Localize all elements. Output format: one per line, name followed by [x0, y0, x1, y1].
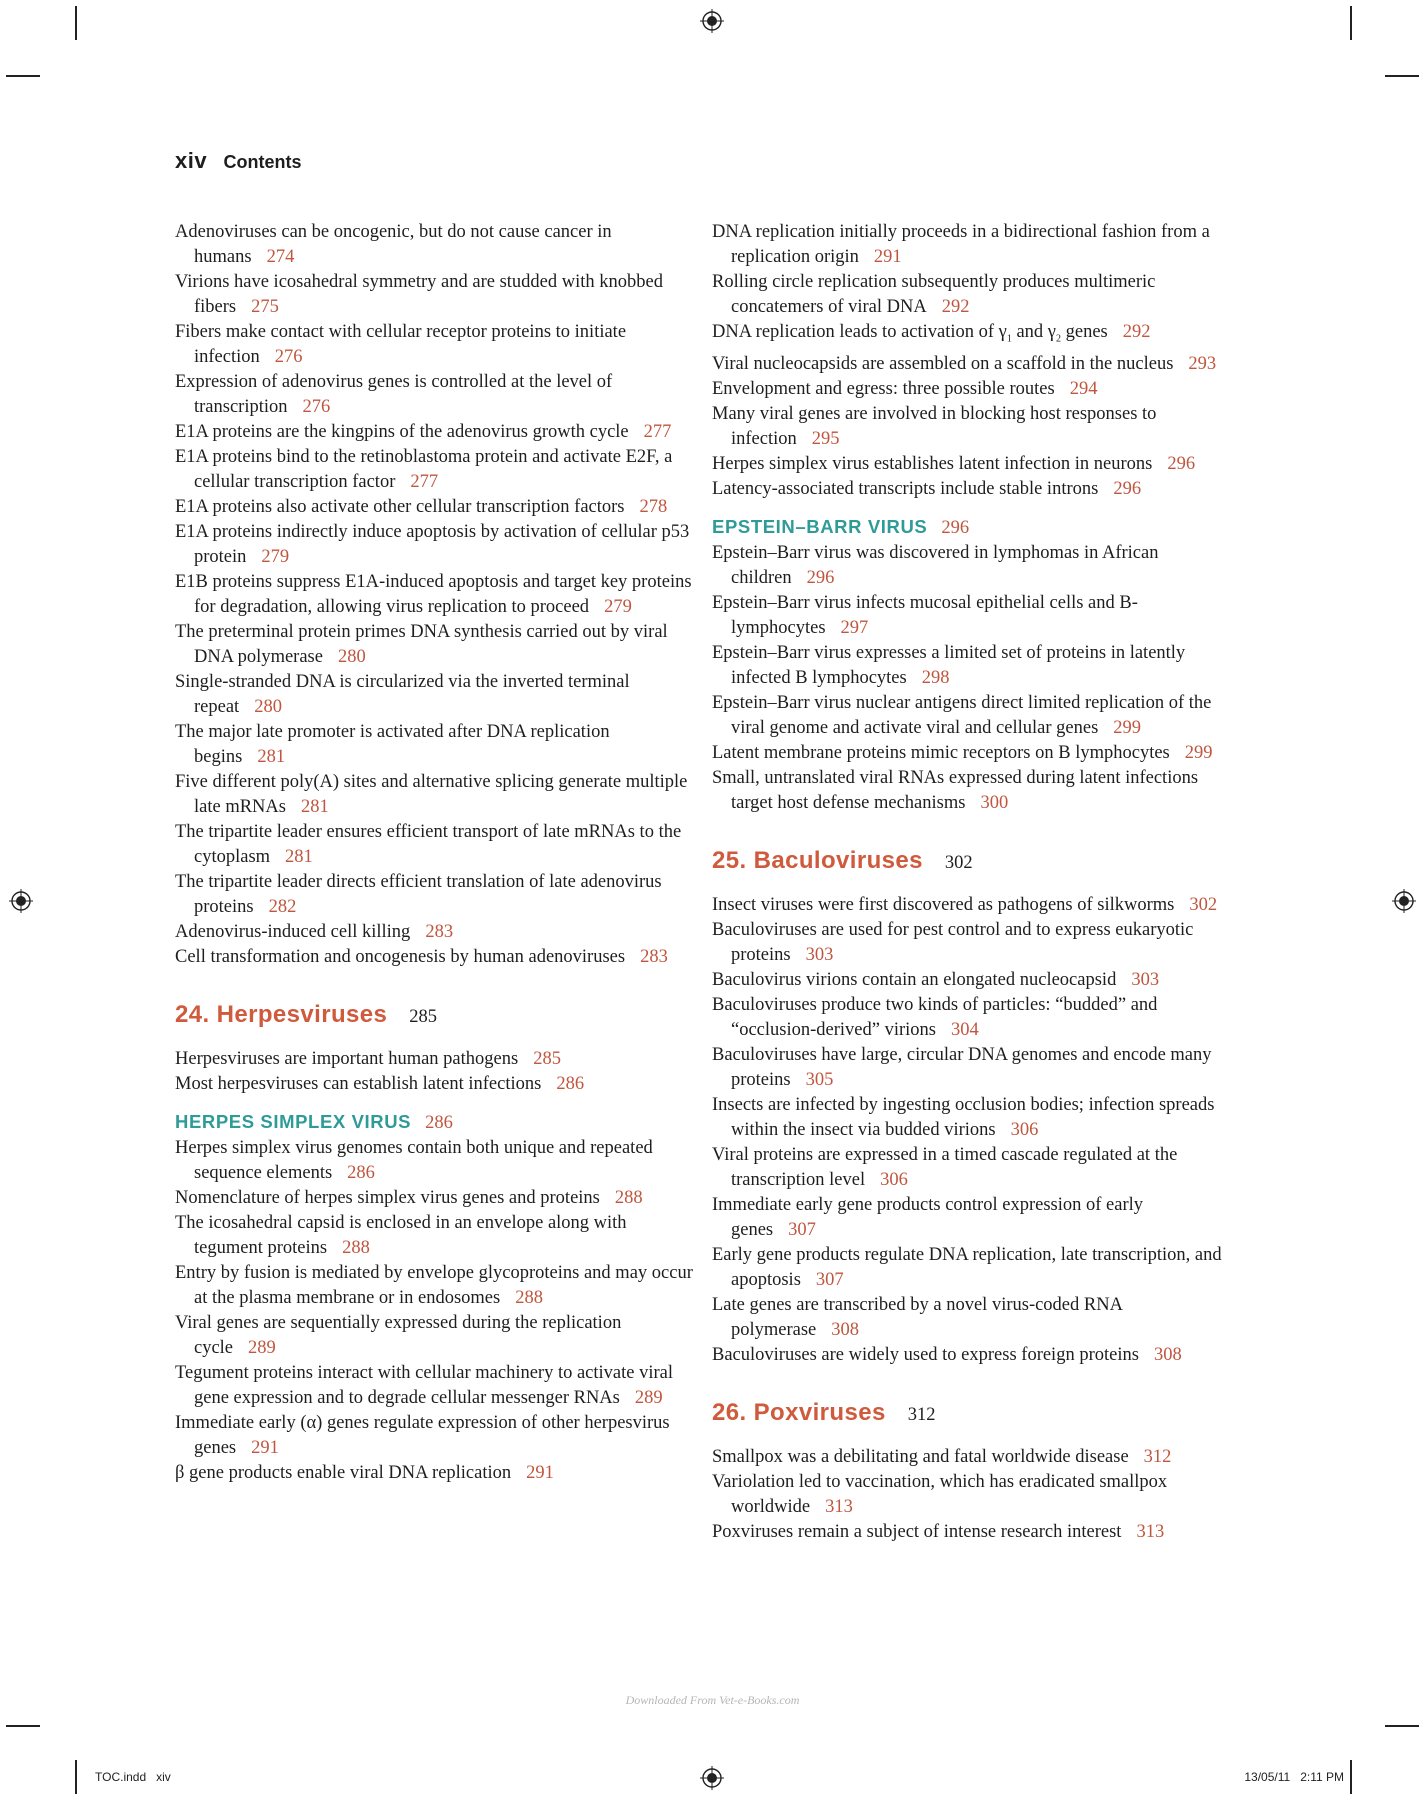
entry-page: 288 [342, 1238, 370, 1258]
toc-entry [175, 1311, 695, 1361]
entry-page: 292 [1122, 322, 1151, 342]
entry-text: Single-stranded DNA is circularized via the inverted terminal repeat [175, 672, 630, 717]
entry-text: Immediate early (α) genes regulate expression of other herpesvirus genes [175, 1413, 670, 1458]
toc-entry-list [175, 220, 695, 970]
toc-entry [175, 270, 695, 320]
entry-text: Small, untranslated viral RNAs expressed during latent infections target host defense mechanisms [712, 767, 1199, 813]
entry-text: Baculoviruses are used for pest control and to express eukaryotic proteins [712, 919, 1194, 965]
chapter-heading-25 [712, 844, 1232, 881]
entry-page: 279 [261, 547, 290, 567]
entry-page: 304 [950, 1019, 979, 1040]
entry-page: 297 [840, 617, 869, 638]
entry-page: 302 [1189, 894, 1218, 915]
toc-entry [712, 320, 1232, 352]
entry-page: 288 [515, 1288, 543, 1308]
toc-entry [712, 1093, 1232, 1143]
entry-page: 276 [302, 397, 331, 417]
section-page: 296 [941, 517, 970, 538]
section-heading-herpes-simplex [175, 1109, 695, 1136]
entry-page: 275 [251, 297, 279, 317]
toc-entry [175, 720, 695, 770]
toc-entry [712, 402, 1232, 452]
toc-entry [175, 1361, 695, 1411]
toc-entry-list [712, 541, 1232, 816]
entry-text: Fibers make contact with cellular receptor proteins to initiate infection [175, 322, 627, 367]
entry-page: 285 [533, 1049, 561, 1069]
entry-text: β gene products enable viral DNA replication [175, 1463, 512, 1483]
crop-mark-icon [1385, 1725, 1419, 1727]
toc-entry [712, 1343, 1232, 1368]
toc-entry [175, 670, 695, 720]
registration-mark-icon [700, 1766, 724, 1790]
crop-mark-icon [75, 6, 77, 40]
toc-entry [175, 320, 695, 370]
entry-page: 307 [788, 1219, 816, 1240]
entry-text: Herpes simplex virus genomes contain both unique and repeated sequence elements [175, 1138, 653, 1183]
crop-mark-icon [75, 1760, 77, 1794]
entry-page: 306 [1010, 1119, 1039, 1140]
entry-page: 276 [274, 347, 303, 367]
entry-page: 291 [251, 1438, 279, 1458]
entry-text: DNA replication initially proceeds in a bidirectional fashion from a replication origin [712, 222, 1210, 267]
entry-text: Cell transformation and oncogenesis by human adenoviruses [175, 947, 626, 967]
toc-entry [175, 1072, 695, 1097]
chapter-title: 26. Poxviruses [712, 1398, 886, 1426]
entry-text: The tripartite leader ensures efficient transport of late mRNAs to the cytoplasm [175, 822, 682, 867]
toc-entry [175, 570, 695, 620]
toc-entry [712, 377, 1232, 402]
entry-text: E1A proteins are the kingpins of the adenovirus growth cycle [175, 422, 629, 442]
chapter-heading-26 [712, 1396, 1232, 1433]
toc-entry-list [175, 1047, 695, 1097]
entry-text: Epstein–Barr virus nuclear antigens direct limited replication of the viral genome and activate viral and cellular genes [712, 692, 1212, 738]
entry-text: Entry by fusion is mediated by envelope glycoproteins and may occur at the plasma membrane or in endosomes [175, 1263, 693, 1308]
crop-mark-icon [1350, 1760, 1352, 1794]
entry-text: Rolling circle replication subsequently produces multimeric concatemers of viral DNA [712, 272, 1156, 317]
toc-entry [712, 893, 1232, 918]
entry-page: 306 [880, 1169, 908, 1190]
entry-text: Herpesviruses are important human pathogens [175, 1049, 519, 1069]
entry-page: 281 [300, 797, 329, 817]
entry-page: 294 [1069, 378, 1098, 399]
entry-page: 307 [815, 1269, 844, 1290]
running-header [175, 148, 302, 174]
entry-page: 308 [831, 1319, 860, 1340]
entry-text: Poxviruses remain a subject of intense research interest [712, 1521, 1122, 1542]
registration-mark-icon [9, 889, 33, 913]
toc-entry [175, 1136, 695, 1186]
toc-entry [712, 691, 1232, 741]
crop-mark-icon [1385, 75, 1419, 77]
section-title: HERPES SIMPLEX VIRUS [175, 1111, 412, 1132]
entry-page: 291 [526, 1463, 554, 1483]
entry-text: E1A proteins also activate other cellular transcription factors [175, 497, 625, 517]
entry-text: Early gene products regulate DNA replication, late transcription, and apoptosis [712, 1244, 1222, 1290]
entry-page: 313 [825, 1496, 853, 1517]
entry-text: Baculoviruses produce two kinds of particles: “budded” and “occlusion-derived” virions [712, 994, 1158, 1040]
toc-entry [712, 1293, 1232, 1343]
entry-page: 313 [1136, 1521, 1165, 1542]
entry-text: Baculovirus virions contain an elongated nucleocapsid [712, 969, 1117, 990]
entry-page: 277 [410, 472, 439, 492]
registration-mark-icon [700, 9, 724, 33]
toc-entry-list [175, 1136, 695, 1486]
entry-text: Insect viruses were first discovered as pathogens of silkworms [712, 894, 1175, 915]
toc-entry [175, 495, 695, 520]
entry-page: 299 [1113, 717, 1142, 738]
entry-text: Latency-associated transcripts include stable introns [712, 478, 1099, 499]
toc-entry [175, 1461, 695, 1486]
toc-entry [712, 1243, 1232, 1293]
entry-page: 305 [805, 1069, 834, 1090]
toc-entry-list [712, 220, 1232, 320]
entry-text: Epstein–Barr virus was discovered in lymphomas in African children [712, 542, 1159, 588]
chapter-page: 312 [907, 1404, 936, 1425]
entry-page: 300 [980, 792, 1009, 813]
entry-subscript: 1 [1006, 333, 1012, 345]
entry-page: 278 [639, 497, 668, 517]
entry-page: 292 [941, 297, 970, 317]
entry-text: Tegument proteins interact with cellular machinery to activate viral gene expression and to degrade cellular messenger RNAs [175, 1363, 674, 1408]
entry-text: Late genes are transcribed by a novel virus-coded RNA polymerase [712, 1294, 1122, 1340]
entry-text: Virions have icosahedral symmetry and are studded with knobbed fibers [175, 272, 663, 317]
toc-entry [712, 1520, 1232, 1545]
toc-entry [712, 641, 1232, 691]
toc-entry-list [712, 893, 1232, 1368]
entry-page: 283 [640, 947, 668, 967]
section-title: EPSTEIN–BARR VIRUS [712, 515, 928, 537]
toc-entry [175, 870, 695, 920]
entry-text: Baculoviruses are widely used to express foreign proteins [712, 1344, 1139, 1365]
section-heading-epstein-barr [712, 514, 1232, 541]
entry-text: Baculoviruses have large, circular DNA genomes and encode many proteins [712, 1044, 1212, 1090]
chapter-title: 24. Herpesviruses [175, 1001, 388, 1028]
toc-entry [712, 220, 1232, 270]
entry-text: Immediate early gene products control expression of early genes [712, 1194, 1143, 1240]
entry-page: 296 [1113, 478, 1142, 499]
entry-page: 296 [806, 567, 835, 588]
entry-page: 280 [337, 647, 366, 667]
chapter-heading-24 [175, 998, 695, 1035]
toc-entry-list [712, 352, 1232, 502]
toc-entry [175, 445, 695, 495]
entry-text: Nomenclature of herpes simplex virus genes and proteins [175, 1188, 600, 1208]
chapter-page: 302 [944, 852, 973, 873]
toc-entry [712, 1193, 1232, 1243]
entry-page: 312 [1143, 1446, 1172, 1467]
entry-text: The preterminal protein primes DNA synthesis carried out by viral DNA polymerase [175, 622, 668, 667]
toc-entry [175, 945, 695, 970]
entry-page: 308 [1153, 1344, 1182, 1365]
toc-entry [175, 1211, 695, 1261]
entry-text: The major late promoter is activated after DNA replication begins [175, 722, 610, 767]
entry-text: Most herpesviruses can establish latent infections [175, 1074, 542, 1094]
entry-page: 293 [1188, 353, 1217, 374]
toc-entry [175, 920, 695, 945]
watermark: Downloaded From Vet-e-Books.com [625, 1693, 800, 1707]
toc-entry [175, 220, 695, 270]
entry-page: 289 [248, 1338, 276, 1358]
entry-page: 291 [873, 247, 902, 267]
toc-entry [175, 1261, 695, 1311]
entry-page: 283 [425, 922, 454, 942]
entry-page: 282 [268, 897, 297, 917]
entry-text: DNA replication leads to activation of γ [712, 322, 1007, 342]
entry-text: Smallpox was a debilitating and fatal worldwide disease [712, 1446, 1129, 1467]
toc-entry [712, 477, 1232, 502]
entry-page: 289 [634, 1388, 663, 1408]
entry-text: Epstein–Barr virus expresses a limited set of proteins in latently infected B lymphocytes [712, 642, 1186, 688]
toc-entry [712, 1470, 1232, 1520]
entry-text: Envelopment and egress: three possible routes [712, 378, 1055, 399]
page-title: Contents [223, 152, 302, 172]
entry-page: 286 [347, 1163, 375, 1183]
toc-entry [175, 1411, 695, 1461]
entry-text: E1B proteins suppress E1A-induced apoptosis and target key proteins for degradation, allowing virus replication to proceed [175, 572, 692, 617]
toc-entry [175, 1047, 695, 1072]
toc-entry [175, 770, 695, 820]
footer-file-slug: TOC.indd xiv [95, 1770, 171, 1784]
crop-mark-icon [1350, 6, 1352, 40]
entry-page: 303 [805, 944, 834, 965]
entry-page: 281 [285, 847, 313, 867]
entry-page: 277 [643, 422, 672, 442]
entry-page: 303 [1131, 969, 1160, 990]
toc-entry [712, 591, 1232, 641]
toc-entry [712, 741, 1232, 766]
toc-entry [712, 541, 1232, 591]
toc-entry [712, 993, 1232, 1043]
entry-text: Viral genes are sequentially expressed during the replication cycle [175, 1313, 622, 1358]
entry-text: The icosahedral capsid is enclosed in an envelope along with tegument proteins [175, 1213, 627, 1258]
entry-subscript: 2 [1055, 333, 1061, 345]
toc-entry [175, 820, 695, 870]
entry-text: Adenoviruses can be oncogenic, but do not cause cancer in humans [175, 222, 612, 267]
entry-page: 286 [556, 1074, 585, 1094]
entry-text: Latent membrane proteins mimic receptors on B lymphocytes [712, 742, 1170, 763]
chapter-page: 285 [409, 1007, 438, 1027]
toc-entry [175, 370, 695, 420]
toc-entry [712, 1445, 1232, 1470]
footer-date-slug: 13/05/11 2:11 PM [1244, 1770, 1344, 1784]
crop-mark-icon [6, 75, 40, 77]
toc-entry [712, 352, 1232, 377]
toc-entry [712, 766, 1232, 816]
chapter-title: 25. Baculoviruses [712, 846, 923, 874]
entry-text: and γ [1011, 322, 1056, 342]
toc-right-column [712, 220, 1232, 1545]
entry-text: Expression of adenovirus genes is controlled at the level of transcription [175, 372, 613, 417]
entry-page: 296 [1167, 453, 1196, 474]
entry-text: Five different poly(A) sites and alternative splicing generate multiple late mRNAs [175, 772, 688, 817]
entry-text: genes [1060, 322, 1108, 342]
toc-entry [712, 1043, 1232, 1093]
toc-entry-list [712, 1445, 1232, 1545]
entry-text: E1A proteins indirectly induce apoptosis by activation of cellular p53 protein [175, 522, 690, 567]
entry-page: 279 [604, 597, 632, 617]
crop-mark-icon [6, 1725, 40, 1727]
entry-text: Viral nucleocapsids are assembled on a scaffold in the nucleus [712, 353, 1174, 374]
entry-text: Epstein–Barr virus infects mucosal epithelial cells and B-lymphocytes [712, 592, 1138, 638]
registration-mark-icon [1392, 889, 1416, 913]
entry-text: Viral proteins are expressed in a timed cascade regulated at the transcription level [712, 1144, 1178, 1190]
section-page: 286 [425, 1113, 453, 1133]
entry-page: 299 [1184, 742, 1213, 763]
entry-text: Herpes simplex virus establishes latent infection in neurons [712, 453, 1153, 474]
toc-entry [175, 520, 695, 570]
toc-left-column [175, 220, 695, 1486]
toc-entry [175, 420, 695, 445]
entry-page: 280 [254, 697, 282, 717]
entry-text: Many viral genes are involved in blocking host responses to infection [712, 403, 1157, 449]
toc-entry [712, 968, 1232, 993]
entry-text: Variolation led to vaccination, which has eradicated smallpox worldwide [712, 1471, 1168, 1517]
page-number: xiv [175, 148, 208, 173]
toc-entry [175, 620, 695, 670]
entry-page: 281 [257, 747, 286, 767]
entry-page: 298 [921, 667, 950, 688]
toc-entry [712, 918, 1232, 968]
entry-page: 274 [266, 247, 295, 267]
toc-entry [712, 1143, 1232, 1193]
entry-page: 288 [614, 1188, 643, 1208]
toc-entry [712, 270, 1232, 320]
entry-page: 295 [811, 428, 840, 449]
entry-text: E1A proteins bind to the retinoblastoma protein and activate E2F, a cellular transcription factor [175, 447, 673, 492]
toc-entry [175, 1186, 695, 1211]
entry-text: Adenovirus-induced cell killing [175, 922, 411, 942]
entry-text: The tripartite leader directs efficient translation of late adenovirus proteins [175, 872, 662, 917]
entry-text: Insects are infected by ingesting occlusion bodies; infection spreads within the insect via budded virions [712, 1094, 1215, 1140]
toc-entry [712, 452, 1232, 477]
